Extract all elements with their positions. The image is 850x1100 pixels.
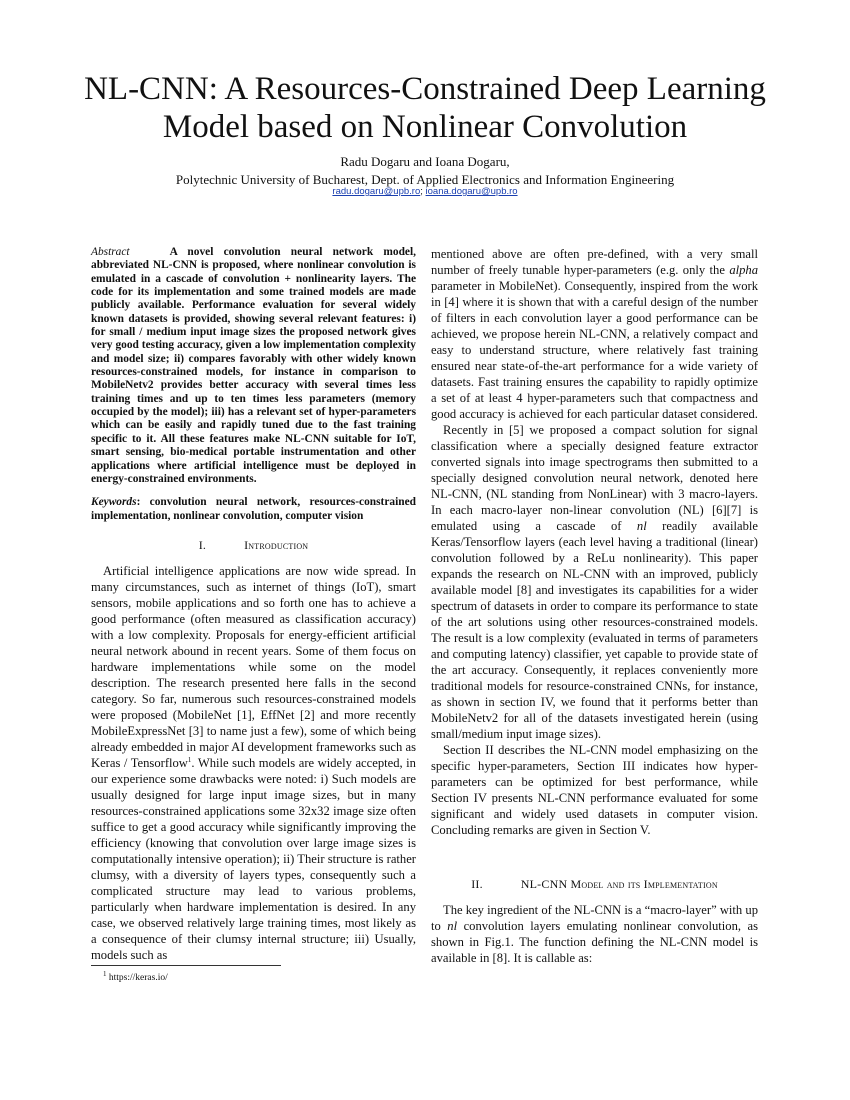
section-number: I.: [198, 537, 207, 552]
footnote: [103, 969, 168, 984]
left-column: [91, 246, 416, 963]
paper-title-line-2: Model based on Nonlinear Convolution: [162, 109, 688, 145]
footnote-number: 1: [103, 969, 107, 978]
author-emails: [60, 186, 790, 198]
keywords-label: Keywords: [91, 496, 137, 509]
footnote-url[interactable]: https://keras.io/: [106, 973, 168, 983]
abstract-text: A novel convolution neural network model, abbreviated NL-CNN is proposed, where nonlinear convolution is emulated in a cascade of convolution + nonlinearity layers. The code for its implementation and some trained models are made publicly available. Performance evaluation for several widely known datasets is provided, showing several relevant features: i) for small / medium input image sizes the proposed network gives very good testing accuracy, given a low implementation complexity and model size; ii) compares favorably with other widely known resources-constrained models, for instance in comparison to MobileNetv2 provides better accuracy with several times less training times and up to ten times less parameters (memory occupied by the model); iii) has a relevant set of hyper-parameters which can be easily and rapidly tuned due to the fast training specific to it. All these features make NL-CNN suitable for IoT, smart sensing, bio-medical portable instrumentation and other applications where artificial intelligence must be deployed in energy-constrained environments.: [91, 246, 416, 485]
footnote-marker[interactable]: 1: [187, 755, 192, 764]
section-number: II.: [471, 877, 483, 891]
alpha-term: alpha: [729, 263, 758, 277]
email-separator: ;: [420, 186, 426, 197]
paper-title-line-1: NL-CNN: A Resources-Constrained Deep Learning: [84, 71, 766, 107]
abstract: [91, 246, 416, 486]
footnote-divider: [91, 965, 281, 966]
abstract-label: Abstract: [91, 246, 130, 258]
nl-term: nl: [447, 919, 458, 933]
intro-paragraph-2: Recently in [5] we proposed a compact solution for signal classification where a specially designed feature extractor converted signals into image spectrograms then submitted to a specially designed convolution neural network, denoted here NL-CNN, (NL standing from NonLinear) with 3 macro-layers. In each macro-layer non-linear convolution (NL) [6][7] is emulated using a cascade of nl readily available Keras/Tensorflow layers (each level having a traditional (linear) convolution followed by a ReLu nonlinearity). This paper expands the research on NL-CNN with an improved, publicly available model [8] and investigates its capabilities for a wider spectrum of datasets in order to compare its performance to state of the art solutions using other resources-constrained models. The result is a low complexity (evaluated in terms of parameters and computing latency) classifier, yet capable to provide state of the art accuracy. Consequently, it replaces conveniently more traditional models for resource-constrained CNNs, for instance, as shown in section IV, we found that it performs better than MobileNetv2 for all of the datasets investigated herein (using small/medium input image sizes).: [431, 423, 758, 741]
intro-paragraph-1-continued: mentioned above are often pre-defined, with a very small number of freely tunable hyper-parameters (e.g. only the alpha parameter in MobileNet). Consequently, inspired from the work in [4] where it is shown that with a careful design of the number of filters in each convolution layer a good performance can be achieved, we propose herein NL-CNN, a relatively compact and easy to understand structure, where relatively fast training ensured near state-of-the-art performance for a wide variety of datasets. Fast training ensures the capability to rapidly optimize a set of at least 4 hyper-parameters such that compactness and good accuracy is achieved for each particular dataset considered.: [431, 247, 758, 421]
keywords-text: : convolution neural network, resources-constrained implementation, nonlinear convolution, computer vision: [91, 496, 416, 522]
section-title: NL-CNN Model and its Implementation: [520, 877, 718, 891]
intro-paragraph-1: Artificial intelligence applications are now wide spread. In many circumstances, such as internet of things (IoT), smart sensors, mobile applications and so forth one has to achieve a good performance (often measured as classification accuracy) with a low complexity. Proposals for energy-efficient artificial neural network abound in recent years. Some of them focus on hardware implementations while some on the model description. The research presented here falls in the second category. So far, numerous such resources-constrained models were proposed (MobileNet [1], EffNet [2] and more recently MobileExpressNet [3] to name just a few), some of which being already embedded in major AI development frameworks such as Keras / Tensorflow$^1$. While such models are widely accepted, in our experience some drawbacks were noted: i) Such models are usually designed for large input image sizes, but in many resources-constrained applications some 32x32 image size often suffice to get a good accuracy while significantly improving the efficiency (knowing that convolution over large image sizes is computationally intensive operation); ii) Their structure is rather clumsy, with a diversity of layers types, consequently such a complicated structure may lead to various problems, particularly when hardware implementation is desired. In any case, we observed relatively large training times, most likely as a consequence of their clumsy internal structure; iii) Usually, models such as: [91, 563, 416, 962]
model-paragraph-1: The key ingredient of the NL-CNN is a “macro-layer” with up to nl convolution layers emulating nonlinear convolution, as shown in Fig.1. The function defining the NL-CNN model is available in [8]. It is callable as:: [431, 903, 758, 965]
email-link-radu[interactable]: radu.dogaru@upb.ro: [332, 186, 421, 197]
nl-term: nl: [636, 519, 647, 533]
author-affiliation: Polytechnic University of Bucharest, Dept. of Applied Electronics and Information Engineering: [175, 172, 675, 187]
author-block: [60, 153, 790, 189]
paper-title: [60, 70, 790, 146]
section-heading-model: [431, 876, 758, 892]
right-column: [431, 246, 758, 966]
author-names: Radu Dogaru and Ioana Dogaru,: [340, 154, 510, 169]
keywords: [91, 496, 416, 523]
intro-paragraph-3: Section II describes the NL-CNN model emphasizing on the specific hyper-parameters, Section III indicates how hyper-parameters can be optimized for best performance, while Section IV presents NL-CNN performance evaluated for some significant and widely used datasets in computer vision. Concluding remarks are given in Section V.: [431, 743, 758, 837]
section-heading-introduction: [91, 537, 416, 553]
email-link-ioana[interactable]: ioana.dogaru@upb.ro: [425, 186, 518, 197]
section-title: Introduction: [244, 537, 309, 552]
